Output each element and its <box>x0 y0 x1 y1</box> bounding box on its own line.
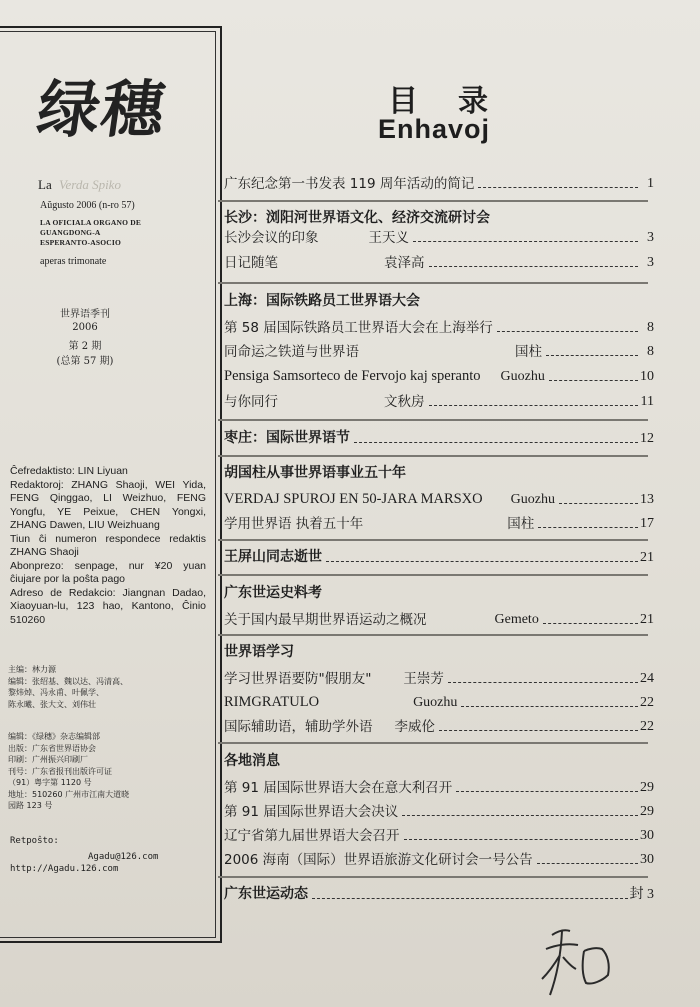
entry-page: 29 <box>640 780 654 795</box>
toc-entry[interactable] <box>224 667 654 687</box>
leader-dots <box>549 379 638 381</box>
section-divider <box>218 742 648 744</box>
leader-dots <box>538 526 638 528</box>
cn-staff-line: 编辑：张绍基、魏以达、冯清高、 <box>8 676 128 686</box>
toc-entry[interactable] <box>224 608 654 628</box>
cn-staff-publication <box>8 731 208 812</box>
entry-title: 学习世界语要防"假朋友" <box>224 671 372 687</box>
entry-title: 与你同行 <box>224 394 278 410</box>
entry-title: Pensiga Samsorteco de Fervojo kaj speranto <box>224 368 481 384</box>
cn-staff-line: 主编：林力源 <box>8 665 56 674</box>
entry-author: Gemeto <box>494 612 539 627</box>
entry-page: 封 3 <box>629 887 654 902</box>
toc-entry[interactable] <box>224 340 654 360</box>
toc-entry[interactable] <box>224 427 654 447</box>
entry-title: 辽宁省第九届世界语大会召开 <box>224 828 400 844</box>
toc-entry[interactable] <box>224 172 654 192</box>
leader-dots <box>354 441 638 443</box>
section-divider <box>218 876 648 878</box>
entry-title: 广东纪念第一书发表 119 周年活动的简记 <box>224 176 475 192</box>
toc-entry[interactable] <box>224 365 654 385</box>
cn-staff-line: 园路 123 号 <box>8 801 53 810</box>
leader-dots <box>439 729 638 731</box>
publication-frequency: aperas trimonate <box>40 256 107 267</box>
entry-page: 21 <box>640 550 654 565</box>
cn-staff-line: 地址：510260 广州市江南大道晓 <box>8 789 130 799</box>
cn-staff-line: 陈永曦、张大文、刘伟壮 <box>8 699 96 709</box>
entry-title: 枣庄：国际世界语节 <box>224 430 350 446</box>
entry-title: 国际辅助语，辅助学外语 <box>224 719 373 735</box>
entry-page: 17 <box>640 516 654 531</box>
entry-title: 第 58 届国际铁路员工世界语大会在上海举行 <box>224 320 493 336</box>
cn-staff-line: （91）粤字第 1120 号 <box>8 778 92 787</box>
toc-entry[interactable] <box>224 488 654 508</box>
entry-page: 3 <box>647 255 654 270</box>
entry-page: 24 <box>640 671 654 686</box>
cn-issue-year: 2006 <box>72 322 98 333</box>
entry-page: 10 <box>640 369 654 384</box>
leader-dots <box>456 790 638 792</box>
entry-page: 22 <box>640 695 654 710</box>
org-line-2: GUANGDONG-A <box>40 228 101 237</box>
cn-staff-line: 出版：广东省世界语协会 <box>8 743 96 753</box>
entry-page: 12 <box>640 431 654 446</box>
leader-dots <box>429 265 639 267</box>
org-line-3: ESPERANTO-ASOCIO <box>40 238 121 247</box>
website-url[interactable]: http://Agadu.126.com <box>10 864 119 874</box>
toc-entry[interactable] <box>224 390 654 410</box>
entry-page: 8 <box>647 344 654 359</box>
leader-dots <box>497 330 638 332</box>
magazine-name-prefix: La <box>38 177 52 192</box>
leader-dots <box>448 681 638 683</box>
entry-title: 广东世运动态 <box>224 886 308 902</box>
leader-dots <box>429 404 639 406</box>
cn-issue-type: 世界语季刊 <box>60 309 110 320</box>
entry-title: 学用世界语 执着五十年 <box>224 516 364 532</box>
magazine-name-faded: Verda Spiko <box>58 177 121 192</box>
cn-issue-number: 第 2 期 <box>68 341 102 352</box>
cn-staff-line: 印刷：广州振兴印刷厂 <box>8 755 88 764</box>
entry-title: 2006 海南（国际）世界语旅游文化研讨会一号公告 <box>224 852 533 868</box>
entry-title: 关于国内最早期世界语运动之概况 <box>224 612 427 628</box>
toc-entry[interactable] <box>224 776 654 796</box>
entry-page: 30 <box>640 852 654 867</box>
entry-author: 袁泽高 <box>384 255 425 271</box>
toc-entry[interactable] <box>224 512 654 532</box>
section-heading: 上海：国际铁路员工世界语大会 <box>224 293 420 309</box>
staff-line: Redaktoroj: ZHANG Shaoji, WEI Yida, FENG Qinggao, LI Weizhuo, FENG Yongfu, YE Peixue, CHEN Yongxi, ZHANG Dawen, LIU Weizhuang <box>10 478 206 531</box>
entry-title: RIMGRATULO <box>224 694 320 710</box>
leader-dots <box>543 622 638 624</box>
entry-author: Guozhu <box>413 695 458 710</box>
toc-entry[interactable] <box>224 691 654 711</box>
toc-entry[interactable] <box>224 251 654 271</box>
contact-block <box>10 835 158 875</box>
section-divider <box>218 282 648 284</box>
entry-title: VERDAJ SPUROJ EN 50-JARA MARSXO <box>224 491 483 507</box>
section-heading: 长沙：浏阳河世界语文化、经济交流研讨会 <box>224 210 490 226</box>
entry-title: 第 91 届国际世界语大会在意大利召开 <box>224 780 453 796</box>
toc-entry[interactable] <box>224 824 654 844</box>
section-divider <box>218 634 648 636</box>
entry-title: 日记随笔 <box>224 255 278 271</box>
handwritten-mark-icon <box>536 925 616 1000</box>
magazine-logo: 绿穗 <box>32 73 172 146</box>
cn-staff-line: 刊号：广东省报刊出版许可证 <box>8 766 112 776</box>
section-heading: 世界语学习 <box>224 644 294 660</box>
cn-staff-editors <box>8 664 208 710</box>
section-divider <box>218 539 648 541</box>
leader-dots <box>402 814 638 816</box>
entry-page: 11 <box>640 394 654 409</box>
entry-author: 国柱 <box>515 344 542 360</box>
toc-entry[interactable] <box>224 226 654 246</box>
leader-dots <box>537 862 638 864</box>
toc-entry[interactable] <box>224 546 654 566</box>
entry-page: 30 <box>640 828 654 843</box>
entry-title: 第 91 届国际世界语大会决议 <box>224 804 399 820</box>
staff-line: Adreso de Redakcio: Jiangnan Dadao, Xiaoyuan-lu, 123 hao, Kantono, Ĉinio 510260 <box>10 586 206 626</box>
entry-author: 王崇芳 <box>403 671 444 687</box>
staff-credits <box>10 465 206 627</box>
email-label: Retpoŝto: <box>10 836 59 846</box>
toc-entry[interactable] <box>224 316 654 336</box>
section-heading: 胡国柱从事世界语事业五十年 <box>224 465 406 481</box>
leader-dots <box>546 354 638 356</box>
toc-entry[interactable] <box>224 800 654 820</box>
leader-dots <box>478 186 638 188</box>
leader-dots <box>326 560 638 562</box>
entry-page: 1 <box>647 176 654 191</box>
entry-page: 21 <box>640 612 654 627</box>
leader-dots <box>461 705 638 707</box>
toc-title-esperanto: Enhavoj <box>378 114 491 144</box>
entry-author: 国柱 <box>507 516 535 532</box>
issue-date: Aŭgusto 2006 (n-ro 57) <box>40 200 135 211</box>
entry-author: 李威伦 <box>394 719 435 735</box>
org-line-1: LA OFICIALA ORGANO DE <box>40 218 142 227</box>
entry-page: 13 <box>640 492 654 507</box>
leader-dots <box>413 240 638 242</box>
toc-entry[interactable] <box>224 883 654 903</box>
section-heading: 广东世运史料考 <box>224 585 322 601</box>
cn-staff-line: 编辑：《绿穗》杂志编辑部 <box>8 732 100 741</box>
entry-author: 文秋房 <box>384 394 425 410</box>
staff-line: Ĉefredaktisto: LIN Liyuan <box>10 465 128 477</box>
entry-page: 8 <box>647 320 654 335</box>
section-divider <box>218 455 648 457</box>
entry-author: 王天义 <box>368 230 409 246</box>
section-divider <box>218 200 648 202</box>
entry-author: Guozhu <box>500 369 545 384</box>
leader-dots <box>559 502 638 504</box>
section-heading: 各地消息 <box>224 753 280 769</box>
staff-line: Abonprezo: senpage, nur ¥20 yuan ĉiujare por la poŝta pago <box>10 559 206 585</box>
cn-staff-line: 黎炜焯、冯永甫、叶佩学、 <box>8 688 104 697</box>
leader-dots <box>312 897 628 899</box>
email-address[interactable]: Agadu@126.com <box>88 852 159 862</box>
entry-page: 29 <box>640 804 654 819</box>
cn-issue-total: (总第 57 期) <box>56 356 114 367</box>
entry-page: 22 <box>640 719 654 734</box>
entry-title: 王屏山同志逝世 <box>224 549 322 565</box>
toc-entry[interactable] <box>224 848 654 868</box>
entry-page: 3 <box>647 230 654 245</box>
toc-entry[interactable] <box>224 715 654 735</box>
section-divider <box>218 419 648 421</box>
entry-title: 同命运之铁道与世界语 <box>224 344 359 360</box>
entry-title: 长沙会议的印象 <box>224 230 319 246</box>
magazine-name <box>38 177 121 193</box>
staff-line: Tiun ĉi numeron respondece redaktis ZHANG Shaoji <box>10 532 206 558</box>
leader-dots <box>404 838 639 840</box>
toc-title-chinese: 目录 <box>388 84 528 119</box>
entry-author: Guozhu <box>510 492 555 507</box>
section-divider <box>218 574 648 576</box>
